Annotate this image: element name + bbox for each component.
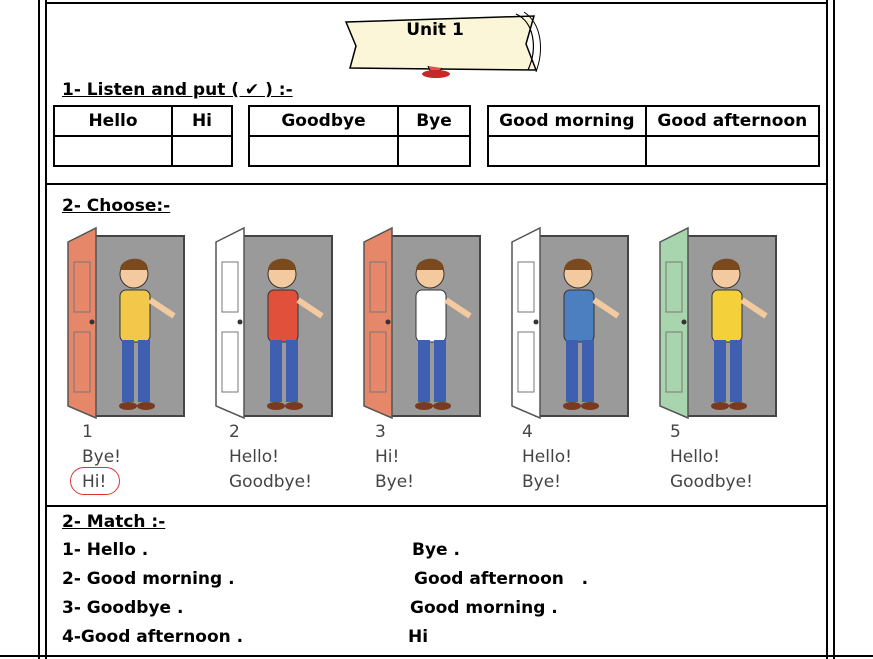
right-border-outer	[833, 0, 835, 659]
choice-caption-1	[82, 420, 121, 495]
door-pictures	[62, 222, 822, 422]
door-picture-4	[506, 222, 634, 422]
choice-option[interactable]: Hi!	[375, 447, 400, 467]
word-cell: Goodbye	[249, 106, 398, 136]
word-table-1	[53, 105, 233, 167]
word-cell: Good afternoon	[646, 106, 819, 136]
choice-number: 4	[522, 422, 533, 442]
word-cell: Hi	[172, 106, 232, 136]
left-border-outer	[38, 0, 40, 659]
word-cell: Bye	[398, 106, 470, 136]
section-3-heading: 2- Match :-	[62, 512, 166, 532]
choice-option[interactable]: Goodbye!	[229, 472, 312, 492]
match-right-3: Good morning .	[410, 598, 558, 618]
dashed-divider	[50, 503, 822, 506]
page-title: Unit 1	[406, 20, 464, 40]
checkbox-cell[interactable]	[646, 136, 819, 166]
word-cell: Good morning	[488, 106, 646, 136]
checkbox-cell[interactable]	[172, 136, 232, 166]
checkbox-cell[interactable]	[249, 136, 398, 166]
choice-option[interactable]: Goodbye!	[670, 472, 753, 492]
match-right-4: Hi	[408, 627, 429, 647]
choice-option[interactable]: Hello!	[522, 447, 572, 467]
choice-number: 5	[670, 422, 681, 442]
match-right-1: Bye .	[412, 540, 460, 560]
match-left-3: 3- Goodbye .	[62, 598, 184, 618]
choice-option[interactable]: Hi!	[82, 472, 107, 492]
choice-option[interactable]: Bye!	[82, 447, 121, 467]
choice-caption-2	[229, 420, 312, 495]
word-table-2	[248, 105, 471, 167]
checkbox-cell[interactable]	[54, 136, 172, 166]
match-left-1: 1- Hello .	[62, 540, 149, 560]
door-picture-3	[358, 222, 486, 422]
door-picture-5	[654, 222, 782, 422]
match-left-4: 4-Good afternoon .	[62, 627, 244, 647]
choice-caption-4	[522, 420, 572, 495]
right-border-inner	[826, 0, 828, 659]
dashed-divider	[50, 180, 822, 183]
choice-number: 2	[229, 422, 240, 442]
door-picture-1	[62, 222, 190, 422]
choice-number: 3	[375, 422, 386, 442]
match-right-2: Good afternoon .	[414, 569, 589, 589]
choice-option[interactable]: Hello!	[229, 447, 279, 467]
left-border-inner	[45, 0, 47, 659]
choice-number: 1	[82, 422, 93, 442]
top-border	[46, 2, 826, 4]
word-cell: Hello	[54, 106, 172, 136]
section-divider-1	[46, 183, 826, 185]
door-picture-2	[210, 222, 338, 422]
choice-caption-5	[670, 420, 753, 495]
section-1-heading: 1- Listen and put ( ✔ ) :-	[62, 80, 293, 100]
choice-caption-3	[375, 420, 414, 495]
word-table-3	[487, 105, 820, 167]
checkbox-cell[interactable]	[488, 136, 646, 166]
match-left-2: 2- Good morning .	[62, 569, 235, 589]
checkbox-cell[interactable]	[398, 136, 470, 166]
choice-option[interactable]: Hello!	[670, 447, 720, 467]
bottom-border	[0, 655, 873, 657]
title-banner-scroll	[338, 8, 543, 80]
choice-option[interactable]: Bye!	[522, 472, 561, 492]
section-2-heading: 2- Choose:-	[62, 196, 171, 216]
choice-option[interactable]: Bye!	[375, 472, 414, 492]
